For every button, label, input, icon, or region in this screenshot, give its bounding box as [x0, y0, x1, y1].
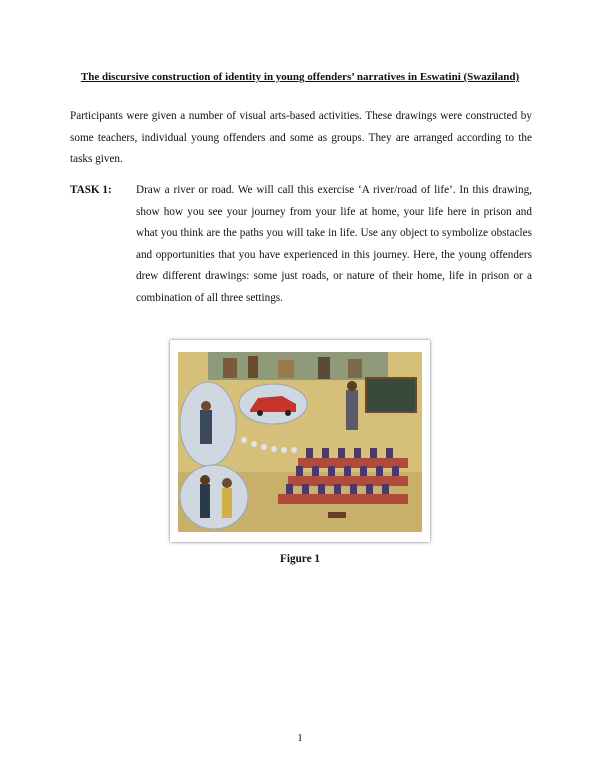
floor-object — [328, 512, 346, 518]
desk-row-3 — [278, 494, 408, 504]
task-label: TASK 1: — [70, 184, 112, 196]
youth-figure — [222, 488, 232, 518]
teacher-figure — [346, 390, 358, 430]
figure-1-drawing — [178, 352, 422, 532]
thought-bubble-arrest — [180, 465, 248, 529]
guard-figure — [200, 410, 212, 444]
page-number: 1 — [297, 732, 303, 744]
blackboard — [366, 378, 416, 412]
intro-paragraph: Participants were given a number of visual arts-based activities. These drawings were constructed by some teachers, individual young offenders and some as groups. They are arranged according to the tasks given. — [70, 110, 532, 165]
figure-caption: Figure 1 — [280, 553, 320, 565]
task-description: Draw a river or road. We will call this exercise ‘A river/road of life’. In this drawing, show how you see your journey from your life at home, your life here in prison and what you think are the paths you will take in life. Use any object to symbolize obstacles and opportunities that you have experienced in this journey. Here, the young offenders drew different drawings: some just roads, or nature of their home, life in prison or a combination of all three settings. — [136, 184, 532, 304]
officer-figure — [200, 484, 210, 518]
document-title: The discursive construction of identity in young offenders’ narratives in Eswatini (Swaziland) — [80, 71, 520, 83]
figure-1-frame — [170, 340, 430, 542]
